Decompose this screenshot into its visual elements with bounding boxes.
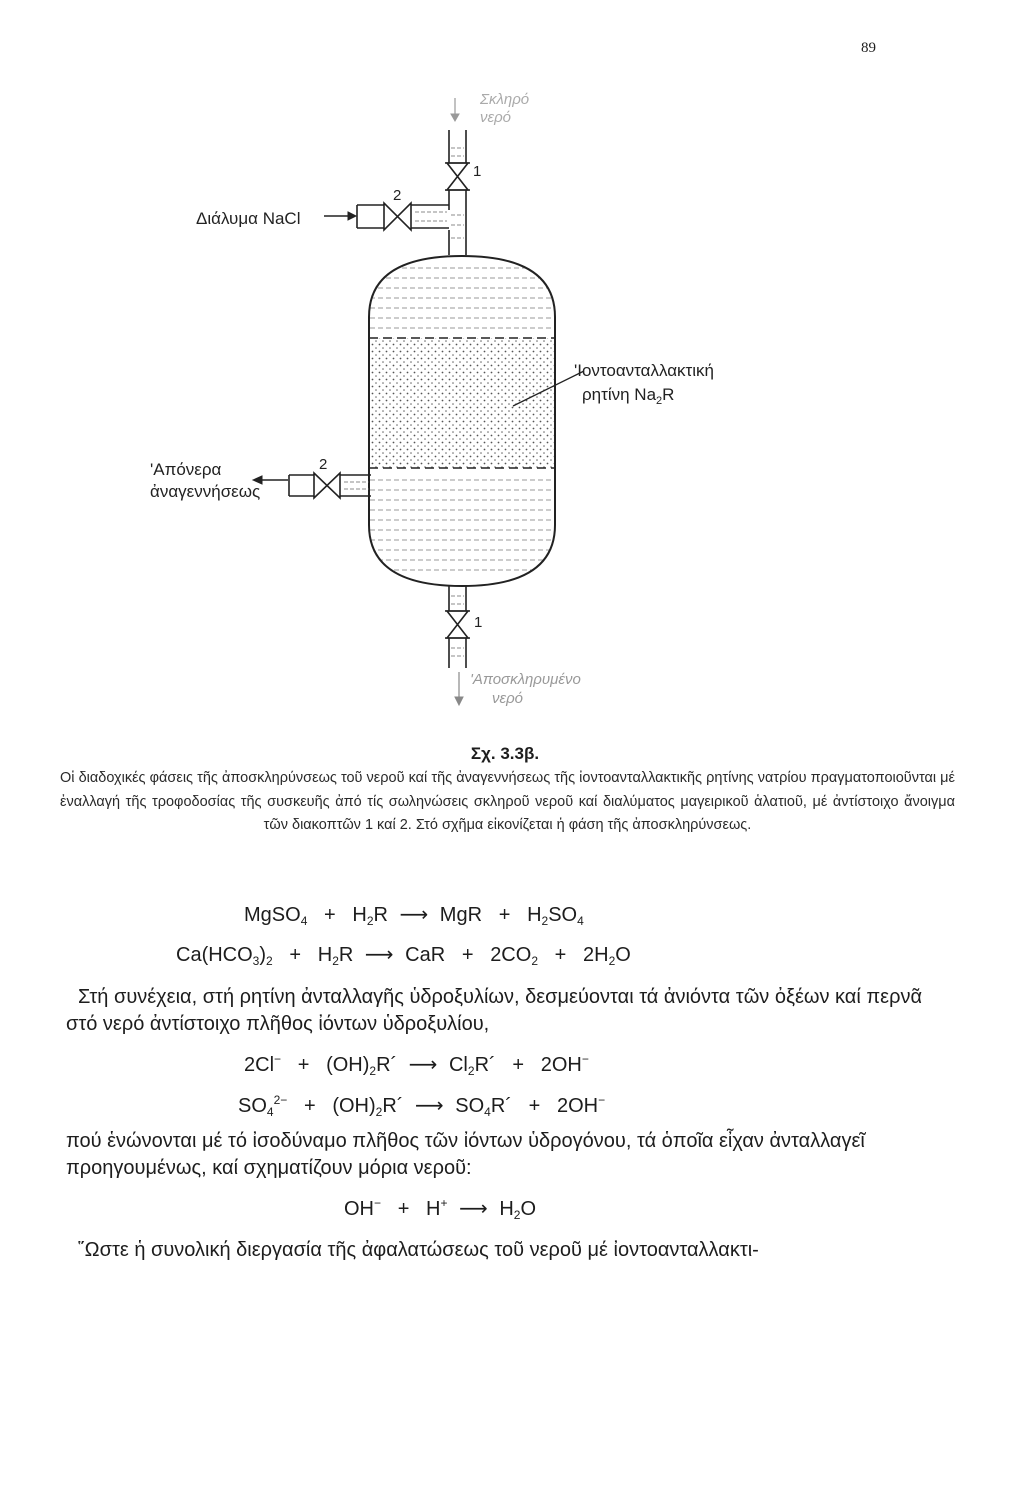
nacl-label: Διάλυμα NaCl: [196, 209, 301, 228]
inlet-arrow: [451, 98, 459, 121]
ion-exchange-vessel: [369, 256, 555, 586]
nacl-pipe-water: [415, 212, 447, 221]
ion-exchange-diagram: [0, 0, 1010, 740]
valve-2-bottom: [314, 473, 340, 498]
inlet-water-label-line2: νερό: [480, 109, 512, 126]
page-number: 89: [861, 40, 876, 56]
outlet-label-line1: 'Αποσκληρυμένο: [470, 671, 581, 688]
top-pipe-water: [451, 148, 464, 238]
valve-1-top-number: 1: [473, 163, 482, 180]
equation-cahco3: $Ca(HCO_3)_2$ + $H_2R$ ⟶ CaR + $2CO_2$ + $2H_2O$: [176, 944, 631, 968]
valve-2-bottom-number: 2: [319, 456, 328, 473]
valve-1-bottom: [445, 611, 470, 638]
nacl-inlet-arrow: [324, 212, 356, 220]
figure-caption-title: Σχ. 3.3β.: [470, 744, 540, 763]
figure-caption-text: Οἱ διαδοχικές φάσεις τῆς ἀποσκληρύνσεως τοῦ νεροῦ καί τῆς ἀναγεννήσεως τῆς ἰοντοανταλλακτικῆς ρητίνης νατρίου πραγματοποιοῦνται μέ ἐναλλαγή τῆς τροφοδοσίας τῆς συσκευῆς ἀπό τίς σωληνώσεις σκληροῦ νεροῦ καί διαλύματος μαγειρικοῦ ἁλατιοῦ, μέ ἀντίστοιχο ἄνοιγμα τῶν διακοπτῶν 1 καί 2. Στό σχῆμα εἰκονίζεται ἡ φάση τῆς ἀποσκληρύνσεως.: [60, 770, 955, 833]
valve-1-bottom-number: 1: [474, 614, 483, 631]
waste-label-line1: 'Απόνερα: [150, 460, 222, 479]
resin-label-line2: ρητίνη $Na_2R$: [582, 385, 675, 407]
waste-pipe-water: [344, 482, 369, 489]
top-inlet-pipe: [449, 130, 466, 255]
equation-water: OH− + H+ ⟶ $H_2O$: [344, 1196, 537, 1222]
equation-mgso4: MgSO$_4$ + $H_2R$ ⟶ MgR + $H_2SO_4$: [244, 904, 584, 928]
valve-2-top-number: 2: [393, 187, 402, 204]
paragraph-1: Στή συνέχεια, στή ρητίνη ἀνταλλαγῆς ὑδροξυλίων, δεσμεύονται τά ἀνιόντα τῶν ὀξέων καί περνᾶ στό νερό ἀντίστοιχο πλῆθος ἰόντων ὑδροξυλίου,: [66, 986, 923, 1035]
outlet-label-line2: νερό: [492, 690, 524, 707]
valve-2-top: [384, 203, 411, 230]
equation-chloride: 2Cl− + $(OH)_2R´$ ⟶ $Cl_2R´$ + 2OH−: [244, 1052, 589, 1078]
equation-sulfate: $SO_4^{2-}$ + $(OH)_2R´$ ⟶ $SO_4R´$ + 2OH−: [238, 1093, 606, 1119]
resin-label-line1: 'Ιοντοανταλλακτική: [574, 361, 715, 380]
waste-label-line2: ἀναγεννήσεως: [150, 482, 261, 501]
paragraph-3: ῞Ωστε ἡ συνολική διεργασία τῆς ἀφαλατώσεως τοῦ νεροῦ μέ ἰοντοανταλλακτι-: [78, 1239, 759, 1261]
valve-1-top: [445, 163, 470, 190]
paragraph-2: πού ἑνώνονται μέ τό ἰσοδύναμο πλῆθος τῶν ἰόντων ὑδρογόνου, τά ὁποῖα εἶχαν ἀνταλλαγεῖ προηγουμένως, καί σχηματίζουν μόρια νεροῦ:: [66, 1130, 865, 1179]
outlet-arrow: [455, 672, 463, 705]
inlet-water-label-line1: Σκληρό: [480, 91, 530, 108]
